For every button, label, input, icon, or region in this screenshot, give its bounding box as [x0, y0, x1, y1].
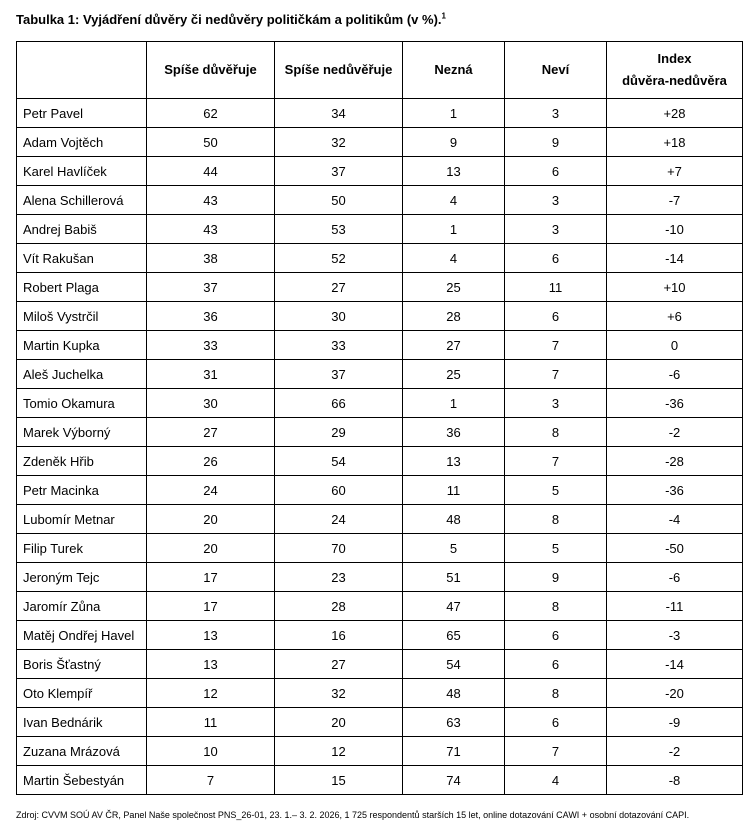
- cell-unknown: 74: [403, 766, 505, 795]
- cell-index: -14: [607, 650, 743, 679]
- cell-trust: 17: [147, 563, 275, 592]
- cell-name: Lubomír Metnar: [17, 505, 147, 534]
- table-row: [17, 360, 743, 389]
- cell-distrust: 37: [275, 157, 403, 186]
- cell-name: Robert Plaga: [17, 273, 147, 302]
- cell-name: Martin Kupka: [17, 331, 147, 360]
- cell-distrust: 53: [275, 215, 403, 244]
- table-title: [16, 12, 446, 27]
- cell-distrust: 50: [275, 186, 403, 215]
- cell-name: Petr Macinka: [17, 476, 147, 505]
- cell-index: -36: [607, 476, 743, 505]
- table-row: [17, 244, 743, 273]
- cell-trust: 7: [147, 766, 275, 795]
- cell-distrust: 28: [275, 592, 403, 621]
- cell-name: Karel Havlíček: [17, 157, 147, 186]
- cell-unknown: 63: [403, 708, 505, 737]
- cell-distrust: 34: [275, 99, 403, 128]
- cell-index: -10: [607, 215, 743, 244]
- cell-unknown: 13: [403, 447, 505, 476]
- cell-index: -20: [607, 679, 743, 708]
- cell-dontknow: 5: [505, 476, 607, 505]
- cell-dontknow: 7: [505, 331, 607, 360]
- cell-trust: 43: [147, 186, 275, 215]
- table-row: [17, 679, 743, 708]
- cell-name: Ivan Bednárik: [17, 708, 147, 737]
- table-row: [17, 331, 743, 360]
- cell-dontknow: 6: [505, 621, 607, 650]
- cell-trust: 37: [147, 273, 275, 302]
- cell-unknown: 13: [403, 157, 505, 186]
- title-footnote-mark: 1: [441, 11, 446, 21]
- cell-distrust: 60: [275, 476, 403, 505]
- table-row: [17, 766, 743, 795]
- cell-distrust: 20: [275, 708, 403, 737]
- cell-trust: 43: [147, 215, 275, 244]
- cell-unknown: 4: [403, 186, 505, 215]
- cell-index: -14: [607, 244, 743, 273]
- header-trust: Spíše důvěřuje: [147, 42, 275, 99]
- cell-dontknow: 3: [505, 215, 607, 244]
- cell-unknown: 27: [403, 331, 505, 360]
- cell-dontknow: 8: [505, 679, 607, 708]
- cell-distrust: 32: [275, 679, 403, 708]
- cell-unknown: 51: [403, 563, 505, 592]
- cell-name: Aleš Juchelka: [17, 360, 147, 389]
- cell-dontknow: 8: [505, 418, 607, 447]
- cell-distrust: 24: [275, 505, 403, 534]
- header-distrust: Spíše nedůvěřuje: [275, 42, 403, 99]
- table-row: [17, 215, 743, 244]
- cell-dontknow: 6: [505, 157, 607, 186]
- trust-table: [16, 41, 743, 795]
- cell-dontknow: 3: [505, 99, 607, 128]
- table-row: [17, 592, 743, 621]
- cell-dontknow: 7: [505, 447, 607, 476]
- cell-index: +28: [607, 99, 743, 128]
- cell-dontknow: 7: [505, 737, 607, 766]
- cell-trust: 17: [147, 592, 275, 621]
- cell-unknown: 1: [403, 99, 505, 128]
- cell-dontknow: 6: [505, 650, 607, 679]
- cell-dontknow: 9: [505, 563, 607, 592]
- table-row: [17, 563, 743, 592]
- table-row: [17, 99, 743, 128]
- cell-index: -4: [607, 505, 743, 534]
- cell-distrust: 29: [275, 418, 403, 447]
- cell-index: 0: [607, 331, 743, 360]
- table-row: [17, 418, 743, 447]
- cell-index: -11: [607, 592, 743, 621]
- header-dontknow: Neví: [505, 42, 607, 99]
- cell-dontknow: 8: [505, 505, 607, 534]
- cell-unknown: 25: [403, 360, 505, 389]
- cell-trust: 27: [147, 418, 275, 447]
- cell-distrust: 37: [275, 360, 403, 389]
- cell-dontknow: 11: [505, 273, 607, 302]
- header-row: [17, 42, 743, 99]
- cell-name: Martin Šebestyán: [17, 766, 147, 795]
- cell-dontknow: 6: [505, 302, 607, 331]
- cell-name: Filip Turek: [17, 534, 147, 563]
- cell-trust: 30: [147, 389, 275, 418]
- cell-distrust: 12: [275, 737, 403, 766]
- table-row: [17, 737, 743, 766]
- table-row: [17, 157, 743, 186]
- cell-name: Jaromír Zůna: [17, 592, 147, 621]
- cell-trust: 11: [147, 708, 275, 737]
- cell-trust: 36: [147, 302, 275, 331]
- cell-index: -3: [607, 621, 743, 650]
- cell-distrust: 32: [275, 128, 403, 157]
- cell-distrust: 54: [275, 447, 403, 476]
- cell-dontknow: 9: [505, 128, 607, 157]
- cell-name: Oto Klempíř: [17, 679, 147, 708]
- cell-name: Miloš Vystrčil: [17, 302, 147, 331]
- table-row: [17, 476, 743, 505]
- cell-unknown: 5: [403, 534, 505, 563]
- cell-distrust: 33: [275, 331, 403, 360]
- cell-distrust: 30: [275, 302, 403, 331]
- cell-trust: 26: [147, 447, 275, 476]
- cell-unknown: 11: [403, 476, 505, 505]
- cell-index: -2: [607, 418, 743, 447]
- cell-unknown: 48: [403, 505, 505, 534]
- table-row: [17, 534, 743, 563]
- cell-name: Matěj Ondřej Havel: [17, 621, 147, 650]
- cell-trust: 12: [147, 679, 275, 708]
- cell-unknown: 9: [403, 128, 505, 157]
- table-row: [17, 273, 743, 302]
- cell-dontknow: 3: [505, 186, 607, 215]
- cell-name: Boris Šťastný: [17, 650, 147, 679]
- cell-name: Vít Rakušan: [17, 244, 147, 273]
- cell-trust: 50: [147, 128, 275, 157]
- cell-unknown: 4: [403, 244, 505, 273]
- cell-trust: 10: [147, 737, 275, 766]
- cell-name: Adam Vojtěch: [17, 128, 147, 157]
- cell-unknown: 47: [403, 592, 505, 621]
- cell-distrust: 70: [275, 534, 403, 563]
- cell-trust: 44: [147, 157, 275, 186]
- header-index-line2: důvěra-nedůvěra: [622, 73, 727, 88]
- cell-unknown: 71: [403, 737, 505, 766]
- cell-unknown: 65: [403, 621, 505, 650]
- cell-name: Andrej Babiš: [17, 215, 147, 244]
- cell-trust: 13: [147, 650, 275, 679]
- cell-trust: 20: [147, 505, 275, 534]
- cell-index: -8: [607, 766, 743, 795]
- cell-trust: 24: [147, 476, 275, 505]
- cell-unknown: 28: [403, 302, 505, 331]
- cell-name: Alena Schillerová: [17, 186, 147, 215]
- cell-index: -50: [607, 534, 743, 563]
- source-footnote: Zdroj: CVVM SOÚ AV ČR, Panel Naše společnost PNS_26-01, 23. 1.– 3. 2. 2026, 1 725 respondentů starších 15 let, online dotazování CAWI + osobní dotazování CAPI.: [16, 810, 690, 820]
- cell-name: Marek Výborný: [17, 418, 147, 447]
- cell-index: +10: [607, 273, 743, 302]
- cell-trust: 62: [147, 99, 275, 128]
- table-row: [17, 302, 743, 331]
- cell-unknown: 48: [403, 679, 505, 708]
- header-unknown: Nezná: [403, 42, 505, 99]
- cell-index: -2: [607, 737, 743, 766]
- cell-distrust: 23: [275, 563, 403, 592]
- table-row: [17, 708, 743, 737]
- cell-dontknow: 6: [505, 244, 607, 273]
- cell-distrust: 66: [275, 389, 403, 418]
- cell-name: Zuzana Mrázová: [17, 737, 147, 766]
- cell-dontknow: 5: [505, 534, 607, 563]
- cell-unknown: 25: [403, 273, 505, 302]
- cell-index: +6: [607, 302, 743, 331]
- cell-distrust: 27: [275, 650, 403, 679]
- cell-index: -9: [607, 708, 743, 737]
- table-row: [17, 650, 743, 679]
- cell-distrust: 16: [275, 621, 403, 650]
- cell-name: Zdeněk Hřib: [17, 447, 147, 476]
- cell-dontknow: 7: [505, 360, 607, 389]
- table-row: [17, 447, 743, 476]
- cell-unknown: 54: [403, 650, 505, 679]
- cell-distrust: 15: [275, 766, 403, 795]
- cell-unknown: 36: [403, 418, 505, 447]
- cell-trust: 20: [147, 534, 275, 563]
- header-index: [607, 42, 743, 99]
- cell-trust: 13: [147, 621, 275, 650]
- cell-index: -6: [607, 563, 743, 592]
- cell-trust: 31: [147, 360, 275, 389]
- cell-dontknow: 4: [505, 766, 607, 795]
- cell-name: Jeroným Tejc: [17, 563, 147, 592]
- cell-name: Petr Pavel: [17, 99, 147, 128]
- table-row: [17, 128, 743, 157]
- cell-distrust: 27: [275, 273, 403, 302]
- cell-index: -7: [607, 186, 743, 215]
- cell-index: +18: [607, 128, 743, 157]
- cell-unknown: 1: [403, 215, 505, 244]
- cell-distrust: 52: [275, 244, 403, 273]
- table-row: [17, 389, 743, 418]
- table-row: [17, 621, 743, 650]
- table-row: [17, 505, 743, 534]
- header-index-line1: Index: [657, 51, 692, 66]
- cell-trust: 38: [147, 244, 275, 273]
- table-row: [17, 186, 743, 215]
- header-name: [17, 42, 147, 99]
- cell-dontknow: 3: [505, 389, 607, 418]
- cell-index: -36: [607, 389, 743, 418]
- cell-index: +7: [607, 157, 743, 186]
- cell-dontknow: 8: [505, 592, 607, 621]
- cell-trust: 33: [147, 331, 275, 360]
- cell-index: -6: [607, 360, 743, 389]
- cell-dontknow: 6: [505, 708, 607, 737]
- cell-name: Tomio Okamura: [17, 389, 147, 418]
- table-title-text: Tabulka 1: Vyjádření důvěry či nedůvěry političkám a politikům (v %).: [16, 12, 442, 27]
- cell-unknown: 1: [403, 389, 505, 418]
- cell-index: -28: [607, 447, 743, 476]
- table-body: [17, 99, 743, 795]
